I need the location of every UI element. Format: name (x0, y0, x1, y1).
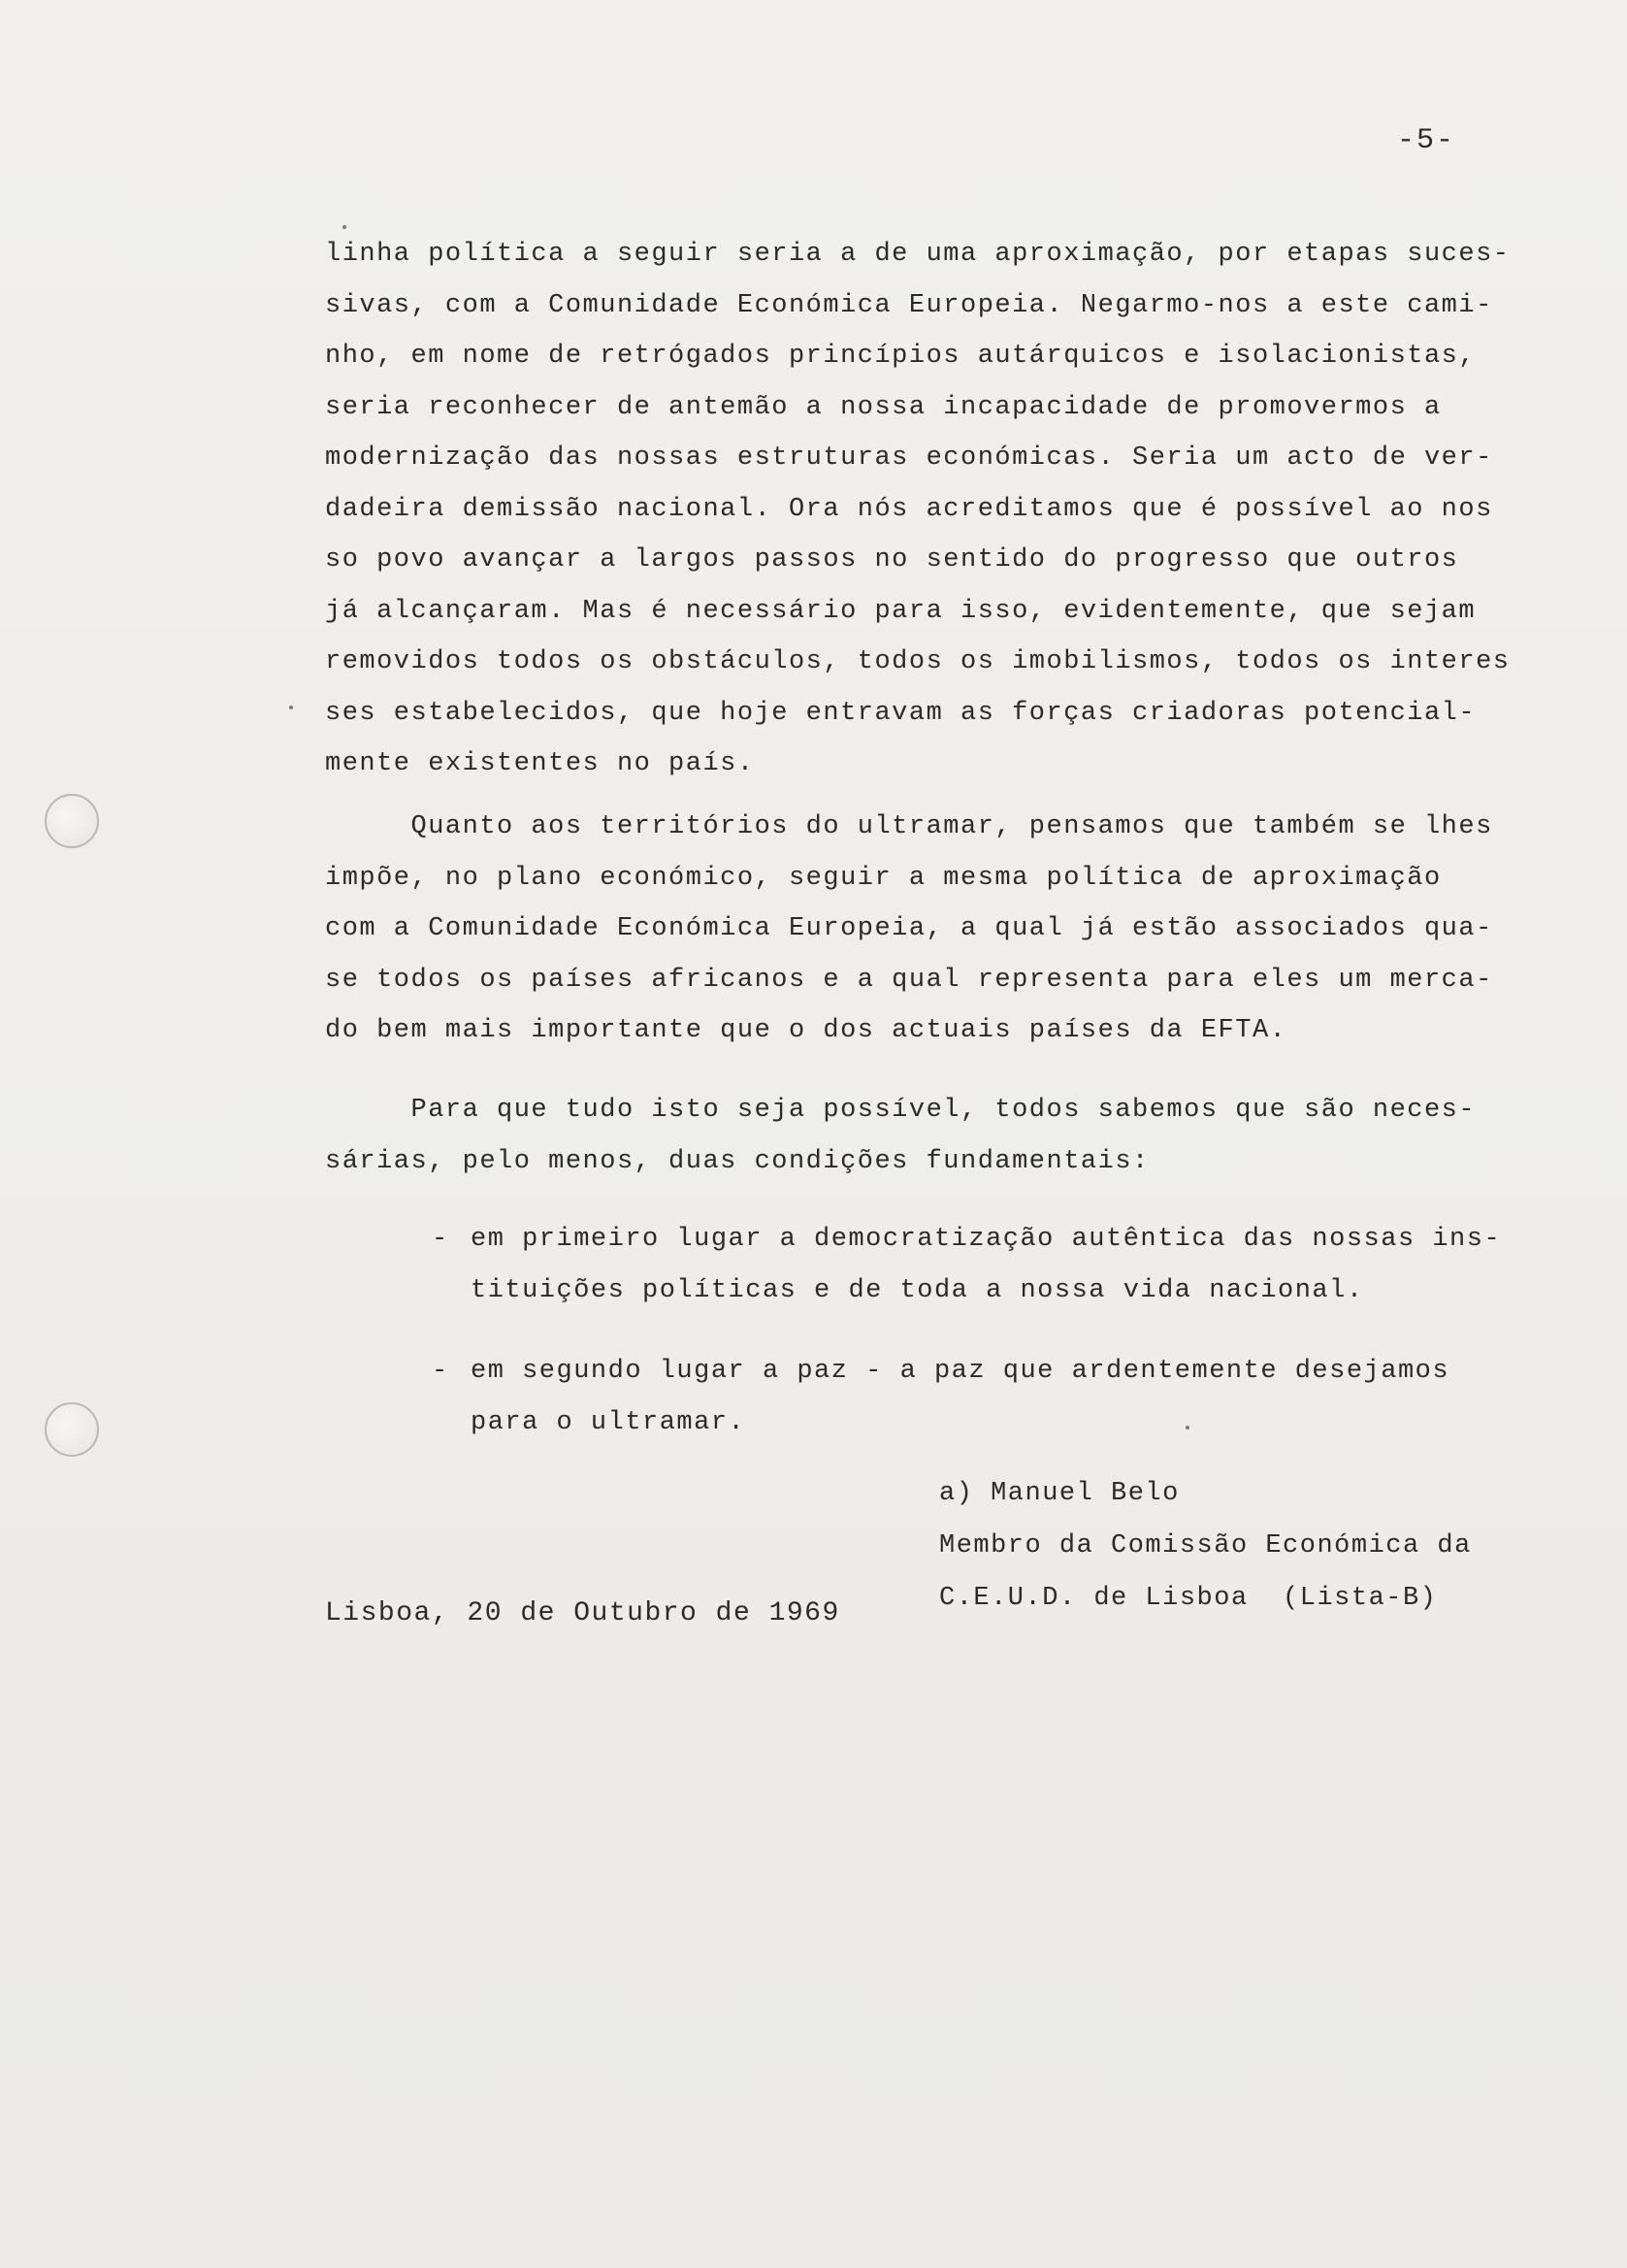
text-line: modernização das nossas estruturas económicas. Seria um acto de ver- (325, 444, 1493, 473)
paragraph-economic-policy (325, 229, 1543, 790)
punch-hole (45, 1402, 99, 1457)
text-line: ses estabelecidos, que hoje entravam as forças criadoras potencial- (325, 698, 1477, 728)
text-line: impõe, no plano económico, seguir a mesma política de aproximação (325, 863, 1442, 893)
signature-line: C.E.U.D. de Lisboa (Lista-B) (939, 1584, 1438, 1613)
text-line: mente existentes no país. (325, 749, 755, 778)
punch-hole (45, 794, 99, 848)
text-line: sivas, com a Comunidade Económica Europeia. Negarmo-nos a este cami- (325, 290, 1493, 320)
place-date: Lisboa, 20 de Outubro de 1969 (325, 1598, 840, 1628)
scan-speck (1186, 1426, 1189, 1430)
scan-speck (342, 225, 346, 229)
text-line: com a Comunidade Económica Europeia, a qual já estão associados qua- (325, 914, 1493, 943)
text-line: Para que tudo isto seja possível, todos sabemos que são neces- (325, 1096, 1477, 1125)
text-line: so povo avançar a largos passos no sentido do progresso que outros (325, 545, 1459, 575)
text-line: Quanto aos territórios do ultramar, pensamos que também se lhes (325, 812, 1493, 841)
dash-marker: - (432, 1357, 449, 1386)
text-line: nho, em nome de retrógados princípios autárquicos e isolacionistas, (325, 342, 1477, 371)
text-line: se todos os países africanos e a qual representa para eles um merca- (325, 965, 1493, 995)
dash-marker: - (432, 1225, 449, 1254)
text-line: do bem mais importante que o dos actuais países da EFTA. (325, 1016, 1287, 1045)
signature-block (939, 1467, 1472, 1625)
text-line: dadeira demissão nacional. Ora nós acreditamos que é possível ao nos (325, 494, 1493, 524)
text-line: para o ultramar. (471, 1407, 746, 1437)
paragraph-overseas-territories (325, 802, 1543, 1057)
condition-item-peace (432, 1346, 1538, 1448)
paragraph-conditions-intro (325, 1085, 1543, 1187)
text-line: já alcançaram. Mas é necessário para isso, evidentemente, que sejam (325, 596, 1477, 626)
signature-line: Membro da Comissão Económica da (939, 1531, 1472, 1561)
text-line: seria reconhecer de antemão a nossa incapacidade de promovermos a (325, 392, 1442, 422)
scan-speck (289, 706, 293, 709)
text-line: tituições políticas e de toda a nossa vida nacional. (471, 1275, 1364, 1305)
text-line: linha política a seguir seria a de uma aproximação, por etapas suces- (325, 240, 1511, 269)
text-line: removidos todos os obstáculos, todos os imobilismos, todos os interes (325, 647, 1511, 676)
text-line: em segundo lugar a paz - a paz que ardentemente desejamos (471, 1357, 1450, 1386)
text-line: em primeiro lugar a democratização autêntica das nossas ins- (471, 1225, 1502, 1254)
condition-item-democratization (432, 1214, 1538, 1316)
text-line: sárias, pelo menos, duas condições fundamentais: (325, 1146, 1150, 1176)
signature-line: a) Manuel Belo (939, 1479, 1180, 1508)
page-number: -5- (1397, 124, 1456, 157)
